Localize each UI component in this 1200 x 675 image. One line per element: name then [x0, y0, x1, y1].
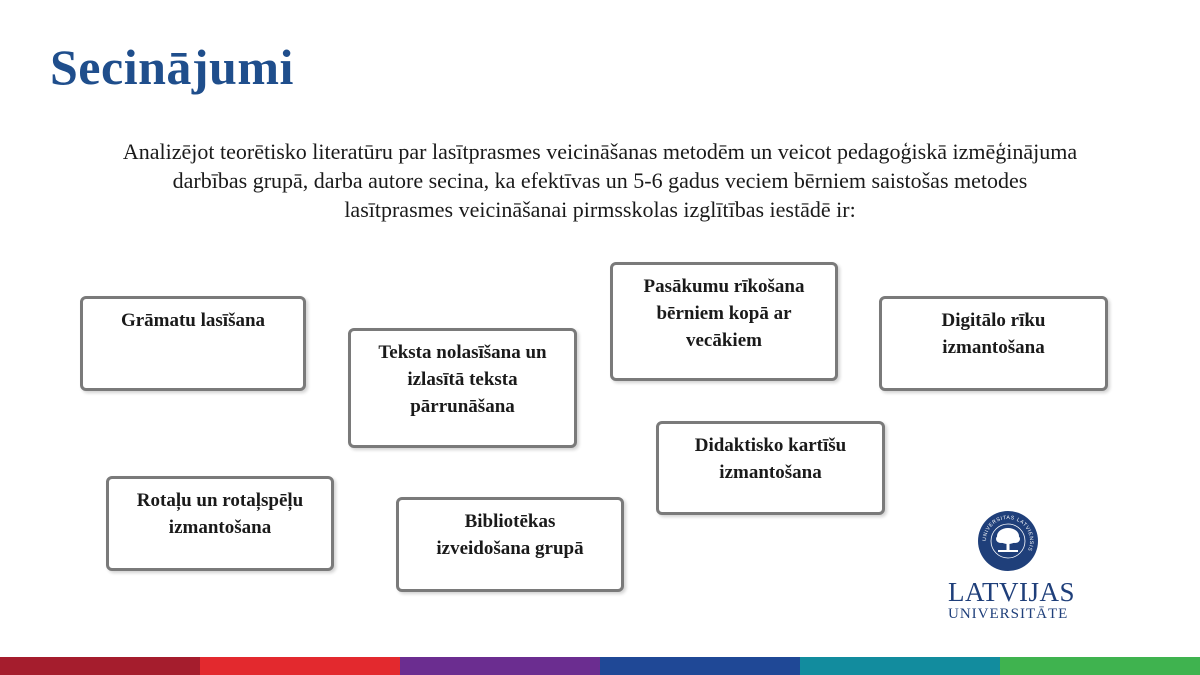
method-box-teksta-nolasisana	[348, 328, 577, 448]
emblem-text: UNIVERSITAS LATVIENSIS	[981, 514, 1035, 553]
stripe-segment	[1000, 657, 1200, 675]
intro-line: darbības grupā, darba autore secina, ka efektīvas un 5-6 gadus veciem bērniem saistošas metodes	[172, 168, 1028, 193]
method-label: bērniem kopā ar	[656, 303, 792, 324]
stripe-segment	[800, 657, 1000, 675]
stripe-segment	[400, 657, 600, 675]
method-box-rotalu	[106, 476, 334, 571]
footer-color-stripe	[0, 657, 1200, 675]
method-label: Rotaļu un rotaļspēļu	[136, 490, 304, 511]
method-label: Didaktisko kartīšu	[694, 435, 847, 456]
method-label: izmantošana	[168, 517, 272, 538]
stripe-segment	[600, 657, 800, 675]
university-logo	[948, 510, 1076, 622]
method-label: Bibliotēkas	[464, 511, 556, 532]
stripe-segment	[200, 657, 400, 675]
method-label: Grāmatu lasīšana	[120, 310, 266, 331]
method-label: izlasītā teksta	[407, 369, 518, 390]
method-label: Digitālo rīku	[941, 310, 1046, 331]
intro-line: Analizējot teorētisko literatūru par lasītprasmes veicināšanas metodēm un veicot pedagoģiskā izmēģinājuma	[122, 139, 1078, 164]
method-box-bibliotekas	[396, 497, 624, 592]
method-label: izmantošana	[942, 337, 1045, 358]
university-emblem-icon	[977, 510, 1039, 572]
method-label: Pasākumu rīkošana	[643, 276, 805, 297]
slide-title: Secinājumi	[50, 39, 294, 95]
method-label: pārrunāšana	[410, 396, 515, 417]
method-label: vecākiem	[686, 330, 762, 351]
method-label: izmantošana	[719, 462, 822, 483]
logo-name: LATVIJAS	[948, 577, 1076, 607]
method-box-gramatu-lasisana	[80, 296, 306, 391]
intro-line: lasītprasmes veicināšanai pirmsskolas izglītības iestādē ir:	[344, 197, 856, 222]
method-box-digitalo-riku	[879, 296, 1108, 391]
stripe-segment	[0, 657, 200, 675]
method-label: Teksta nolasīšana un	[378, 342, 547, 363]
method-box-didaktisko-kartisu	[656, 421, 885, 515]
intro-paragraph	[60, 137, 1140, 224]
method-label: izveidošana grupā	[436, 538, 584, 559]
logo-subtitle: UNIVERSITĀTE	[948, 606, 1069, 622]
method-box-pasakumu-rikosana	[610, 262, 838, 381]
